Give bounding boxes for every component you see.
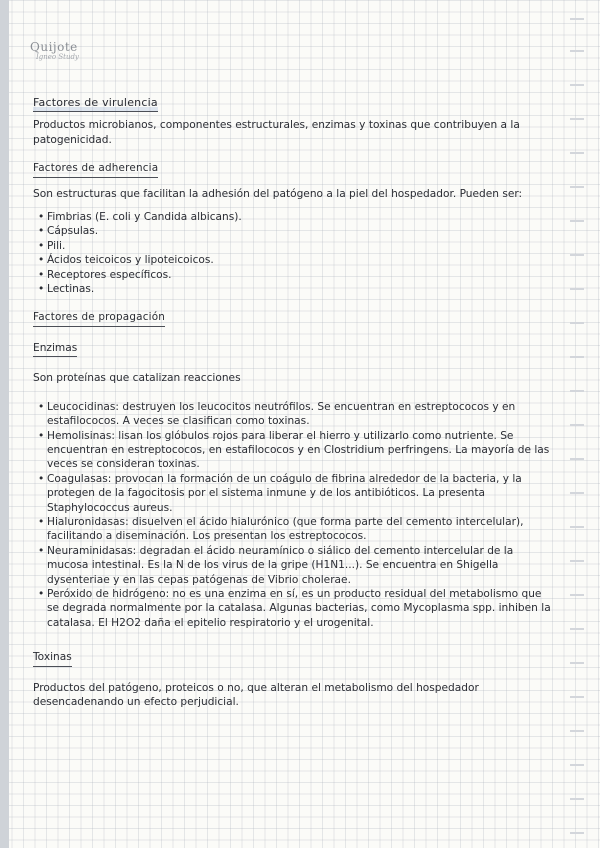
list-item: • Ácidos teicoicos y lipoteicoicos. [47, 253, 553, 267]
heading-adherencia: Factores de adherencia [33, 161, 158, 177]
list-item: • Leucocidinas: destruyen los leucocitos neutrófilos. Se encuentran en estreptococos y en estafilococos. A veces se clasifican como toxinas. [47, 400, 553, 429]
adherencia-list [33, 210, 553, 296]
adherencia-text: Son estructuras que facilitan la adhesión del patógeno a la piel del hospedador. Pueden ser: [33, 187, 523, 200]
list-item: • Pili. [47, 239, 553, 253]
heading-propagacion: Factores de propagación [33, 310, 165, 326]
enzimas-list [33, 400, 553, 631]
list-item: • Receptores específicos. [47, 268, 553, 282]
list-item: • Lectinas. [47, 282, 553, 296]
page-title: Factores de virulencia [33, 96, 158, 112]
notes-content [33, 96, 553, 709]
list-item: • Hemolisinas: lisan los glóbulos rojos para liberar el hierro y utilizarlo como nutriente. Se encuentran en estreptococos, en estafilococos y en Clostridium perfringens. La mayoría de las veces se consideran toxinas. [47, 429, 553, 472]
list-item: • Peróxido de hidrógeno: no es una enzima en sí, es un producto residual del metabolismo que se degrada normalmente por la catalasa. Algunas bacterias, como Mycoplasma spp. inhiben la catalasa. El H2O2 daña el epitelio respiratorio y el urogenital. [47, 587, 553, 630]
margin-tick-marks [570, 0, 586, 848]
list-item: • Hialuronidasas: disuelven el ácido hialurónico (que forma parte del cemento intercelular), facilitando a diseminación. Los presentan los estreptococos. [47, 515, 553, 544]
list-item: • Coagulasas: provocan la formación de un coágulo de fibrina alrededor de la bacteria, y la protegen de la fagocitosis por el sistema inmune y de los antibióticos. La presenta Staphylococcus aureus. [47, 472, 553, 515]
page-binding-edge [0, 0, 9, 848]
notebook-logo [30, 40, 90, 61]
heading-enzimas: Enzimas [33, 341, 77, 357]
enzimas-text: Son proteínas que catalizan reacciones [33, 372, 241, 385]
logo-tagline: Ígneo Study [36, 53, 79, 61]
intro-text: Productos microbianos, componentes estructurales, enzimas y toxinas que contribuyen a la patogenicidad. [33, 119, 520, 146]
list-item: • Fimbrias (E. coli y Candida albicans). [47, 210, 553, 224]
toxinas-text: Productos del patógeno, proteicos o no, que alteran el metabolismo del hospedador desencadenando un efecto perjudicial. [33, 681, 479, 708]
list-item: • Cápsulas. [47, 224, 553, 238]
heading-toxinas: Toxinas [33, 650, 72, 666]
list-item: • Neuraminidasas: degradan el ácido neuramínico o siálico del cemento intercelular de la mucosa intestinal. Es la N de los virus de la gripe (H1N1...). Se encuentra en Shigella dysenteriae y en las cepas patógenas de Vibrio cholerae. [47, 544, 553, 587]
logo-brand: Quijote [30, 40, 78, 54]
